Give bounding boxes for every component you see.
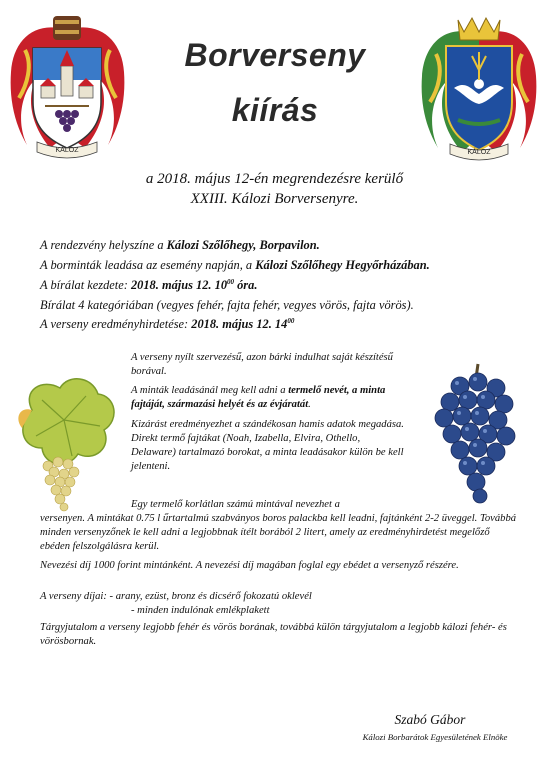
title-line-2: kiírás [231, 92, 319, 128]
results-label: A verseny eredményhirdetése: [40, 317, 192, 331]
white-grape-leaf-image [12, 370, 122, 520]
venue-value: Kálozi Szőlőhegy, Borpavilon. [166, 238, 320, 252]
samples-value: Kálozi Szőlőhegy Hegyőrházában. [255, 258, 430, 272]
title-line-1: Borverseny [184, 37, 366, 73]
rules-plaque: - minden indulónak emlékplakett [131, 605, 270, 616]
judging-minutes: 00 [227, 277, 235, 286]
rules-sample-info-end: . [308, 399, 311, 410]
rules-prizes: A verseny díjai: - arany, ezüst, bronz és dicsérő fokozatú oklevél [40, 591, 312, 602]
venue-line [40, 236, 320, 254]
crest-right-label: KÁLOZ [467, 149, 491, 156]
kaloz-crest-left [5, 10, 130, 160]
samples-label: A borminták leadása az esemény napján, a [40, 258, 256, 272]
results-line [40, 315, 294, 333]
rules-exclusion: Kizárást eredményezhet a szándékosan hamis adatok megadása. Direkt termő fajtákat (Noah, Izabella, Elvira, Othello, Delaware) tartalmazó borokat, a minta leadásakor külön be kell jelenteni. [131, 419, 404, 472]
judging-start-line [40, 276, 257, 294]
crest-left-label: KÁLOZ [55, 147, 79, 154]
rules-sample-info [131, 384, 411, 412]
categories-line: Bírálat 4 kategóriában (vegyes fehér, fajta fehér, vegyes vörös, fajta vörös). [40, 298, 414, 312]
rules-sample-info-text: A minták leadásánál meg kell adni a [131, 385, 289, 396]
judging-date: 2018. május 12. 10 [130, 278, 228, 292]
rules-entries-start: Egy termelő korlátlan számú mintával nevezhet a [131, 499, 340, 510]
intro-line-2: XXIII. Kálozi Borversenyre. [190, 191, 359, 207]
rules-special-prize: Tárgyjutalom a verseny legjobb fehér és vörös borának, továbbá külön tárgyjutalom a legjobb kálozi fehér- és vörösbornak. [40, 622, 507, 647]
rules-open-entry: A verseny nyílt szervezésű, azon bárki indulhat saját készítésű borával. [131, 352, 393, 377]
venue-label: A rendezvény helyszíne a [40, 238, 167, 252]
kaloz-crest-right [418, 10, 540, 165]
results-date: 2018. május 12. 14 [191, 317, 288, 331]
judging-label: A bírálat kezdete: [40, 278, 131, 292]
rules-fee: Nevezési díj 1000 forint mintánként. A nevezési díj magában foglal egy ebédet a versenyző részére. [40, 560, 459, 571]
samples-line [40, 256, 430, 274]
rules-sample-info-bold: termelő nevét, a minta fajtáját, származási helyét és az évjáratát [131, 385, 386, 410]
results-minutes: 00 [287, 316, 295, 325]
intro-line-1: a 2018. május 12-én megrendezésre kerülő [145, 171, 404, 187]
signature-role: Kálozi Borbarátok Egyesületének Elnöke [362, 732, 508, 742]
blue-grape-image [420, 360, 530, 505]
judging-suffix: óra. [234, 278, 258, 292]
rules-entries: versenyen. A mintákat 0.75 l űrtartalmú szabványos boros palackba kell leadni, fajtánként 2-2 üveggel. Továbbá minden versenyzőnek le kell adni a legjobbnak ítélt borából 2 litert, amely az eredményhirdetést megelőző ebéden felszolgálásra kerül. [40, 513, 517, 552]
signature-name: Szabó Gábor [394, 712, 466, 727]
